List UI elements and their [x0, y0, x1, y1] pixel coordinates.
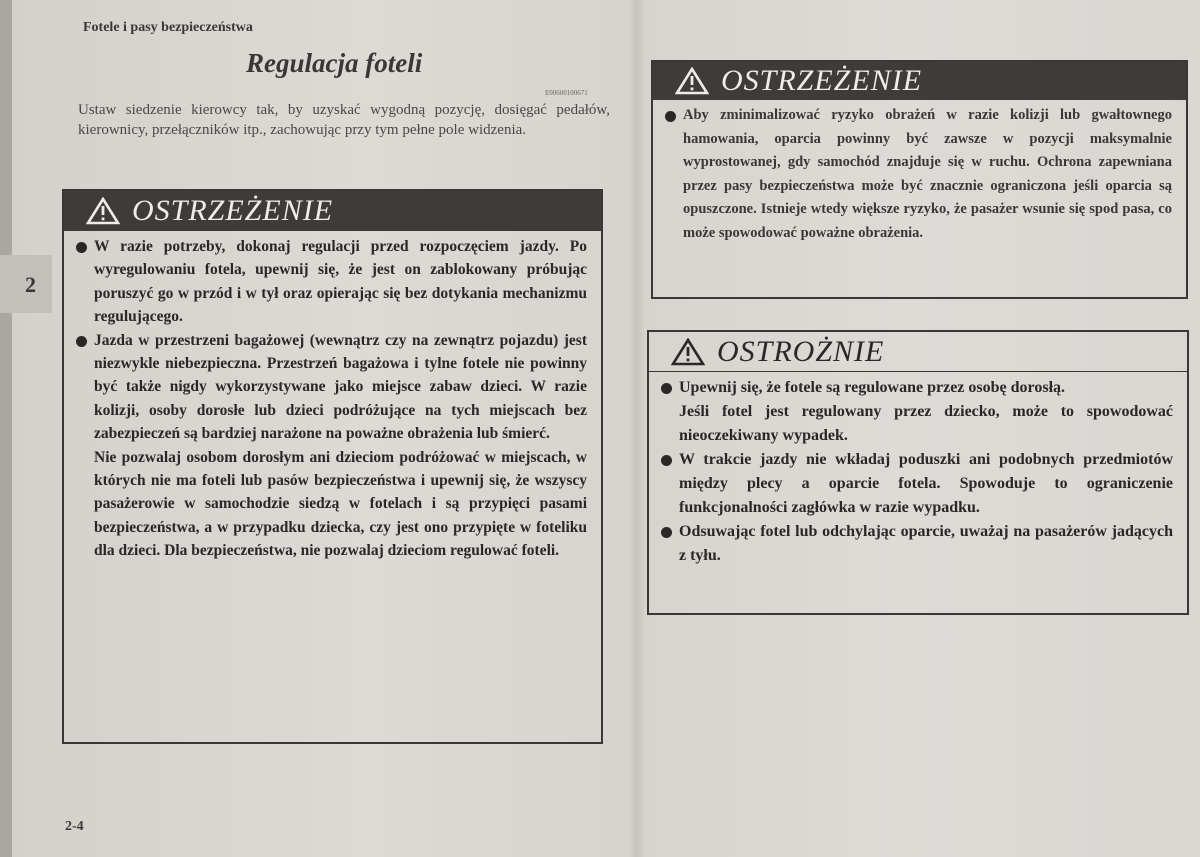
list-item-text: Upewnij się, że fotele są regulowane przez osobę dorosłą.	[679, 379, 1066, 396]
warning-triangle-icon	[86, 197, 120, 225]
list-item-text: Odsuwając fotel lub odchylając oparcie, uważaj na pasażerów jadących z tyłu.	[679, 523, 1173, 564]
warning-title: OSTRZEŻENIE	[721, 64, 923, 97]
warning-box-right	[651, 60, 1188, 299]
caution-header	[649, 332, 1187, 372]
warning-box-left	[62, 189, 603, 744]
warning-list	[653, 100, 1186, 252]
caution-title: OSTROŻNIE	[717, 334, 885, 368]
document-code: E00600100671	[545, 89, 588, 97]
intro-paragraph: Ustaw siedzenie kierowcy tak, by uzyskać wygodną pozycję, dosięgać pedałów, kierownicy, przełączników itp., zachowując przy tym pełne pole widzenia.	[78, 102, 610, 138]
list-item	[679, 520, 1173, 568]
warning-triangle-icon	[675, 67, 709, 95]
caution-triangle-icon	[671, 338, 705, 366]
chapter-number: 2	[25, 272, 36, 297]
section-header: Fotele i pasy bezpieczeństwa	[83, 20, 253, 35]
list-item-text: W razie potrzeby, dokonaj regulacji przed rozpoczęciem jazdy. Po wyregulowaniu fotela, upewnij się, że jest on zablokowany próbując poruszyć go w przód i w tył oraz opierając się bez dotykania mechanizmu regulującego.	[94, 238, 587, 326]
list-item	[679, 376, 1173, 448]
list-item	[679, 448, 1173, 520]
page-title: Regulacja foteli	[246, 48, 423, 78]
warning-list	[64, 231, 601, 569]
list-item	[94, 235, 587, 329]
list-item-text: Jeśli fotel jest regulowany przez dziecko, może to spowodować nieoczekiwany wypadek.	[679, 403, 1173, 444]
list-item	[683, 104, 1172, 246]
list-item-text: Aby zminimalizować ryzyko obrażeń w razie kolizji lub gwałtownego hamowania, oparcia powinny być zawsze w pozycji maksymalnie wyprostowanej, gdy samochód znajduje się w ruchu. Ochrona zapewniana przez pasy bezpieczeństwa może być znacznie ograniczona jeśli oparcia są opuszczone. Istnieje wtedy większe ryzyko, że pasażer wsunie się spod pasa, co może spowodować poważne obrażenia.	[683, 107, 1172, 241]
page-number: 2-4	[65, 819, 84, 834]
list-item-text: Jazda w przestrzeni bagażowej (wewnątrz czy na zewnątrz pojazdu) jest niezwykle niebezpieczna. Przestrzeń bagażowa i tylne fotele nie powinny być także nigdy wykorzystywane jako miejsce zabaw dzieci. W razie kolizji, osoby dorosłe lub dzieci podróżujące na tych miejscach bez zabezpieczeń są bardziej narażone na poważne obrażenia lub śmierć.	[94, 331, 587, 443]
warning-title: OSTRZEŻENIE	[132, 194, 334, 227]
list-item	[94, 329, 587, 563]
caution-list	[649, 372, 1187, 574]
book-spine-shadow	[628, 0, 646, 857]
warning-header	[64, 191, 601, 231]
caution-box	[647, 330, 1189, 615]
list-item-text: W trakcie jazdy nie wkładaj poduszki ani podobnych przedmiotów między plecy a oparcie fotela. Spowoduje to ograniczenie funkcjonalności zagłówka w razie wypadku.	[679, 451, 1173, 516]
list-item-text: Nie pozwalaj osobom dorosłym ani dzieciom podróżować w miejscach, w których nie ma foteli lub pasów bezpieczeństwa i upewnij się, że wszyscy pasażerowie w samochodzie siedzą w fotelach i są przypięci pasami bezpieczeństwa, a w przypadku dziecka, czy jest ono przypięte w foteliku dla dzieci. Dla bezpieczeństwa, nie pozwalaj dzieciom regulować foteli.	[94, 448, 587, 560]
warning-header	[653, 62, 1186, 100]
